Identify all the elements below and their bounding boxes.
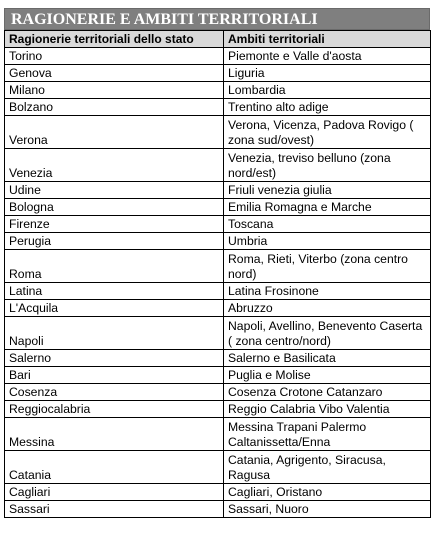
city-cell: Salerno [5, 350, 224, 367]
area-cell: Roma, Rieti, Viterbo (zona centro nord) [224, 250, 431, 283]
city-cell: L'Acquila [5, 300, 224, 317]
area-cell: Puglia e Molise [224, 367, 431, 384]
city-cell: Milano [5, 82, 224, 99]
table-row [5, 384, 431, 401]
area-cell: Verona, Vicenza, Padova Rovigo ( zona sud/ovest) [224, 116, 431, 149]
area-cell: Venezia, treviso belluno (zona nord/est) [224, 149, 431, 182]
area-cell: Salerno e Basilicata [224, 350, 431, 367]
table-row [5, 451, 431, 484]
table-row [5, 149, 431, 182]
area-cell: Toscana [224, 216, 431, 233]
area-cell: Cagliari, Oristano [224, 484, 431, 501]
city-cell: Verona [5, 116, 224, 149]
city-cell: Firenze [5, 216, 224, 233]
table-row [5, 367, 431, 384]
city-cell: Napoli [5, 317, 224, 350]
table-row [5, 350, 431, 367]
table-row [5, 484, 431, 501]
table-row [5, 199, 431, 216]
table-row [5, 99, 431, 116]
area-cell: Napoli, Avellino, Benevento Caserta ( zona centro/nord) [224, 317, 431, 350]
city-cell: Catania [5, 451, 224, 484]
area-cell: Cosenza Crotone Catanzaro [224, 384, 431, 401]
table-row [5, 250, 431, 283]
city-cell: Cosenza [5, 384, 224, 401]
area-cell: Catania, Agrigento, Siracusa, Ragusa [224, 451, 431, 484]
city-cell: Venezia [5, 149, 224, 182]
table-row [5, 48, 431, 65]
city-cell: Messina [5, 418, 224, 451]
area-cell: Emilia Romagna e Marche [224, 199, 431, 216]
city-cell: Perugia [5, 233, 224, 250]
city-cell: Reggiocalabria [5, 401, 224, 418]
ragionerie-table [4, 30, 431, 518]
header-ragionerie: Ragionerie territoriali dello stato [5, 31, 224, 48]
city-cell: Cagliari [5, 484, 224, 501]
city-cell: Latina [5, 283, 224, 300]
document-sheet [4, 8, 430, 518]
city-cell: Torino [5, 48, 224, 65]
table-row [5, 401, 431, 418]
area-cell: Abruzzo [224, 300, 431, 317]
document-title: RAGIONERIE E AMBITI TERRITORIALI [4, 8, 430, 30]
area-cell: Lombardia [224, 82, 431, 99]
city-cell: Sassari [5, 501, 224, 518]
table-row [5, 418, 431, 451]
table-row [5, 283, 431, 300]
table-row [5, 300, 431, 317]
city-cell: Bolzano [5, 99, 224, 116]
table-row [5, 65, 431, 82]
area-cell: Sassari, Nuoro [224, 501, 431, 518]
area-cell: Umbria [224, 233, 431, 250]
city-cell: Bologna [5, 199, 224, 216]
table-header-row [5, 31, 431, 48]
table-row [5, 182, 431, 199]
table-row [5, 317, 431, 350]
area-cell: Friuli venezia giulia [224, 182, 431, 199]
city-cell: Udine [5, 182, 224, 199]
table-row [5, 82, 431, 99]
table-row [5, 216, 431, 233]
area-cell: Trentino alto adige [224, 99, 431, 116]
city-cell: Roma [5, 250, 224, 283]
city-cell: Bari [5, 367, 224, 384]
header-ambiti: Ambiti territoriali [224, 31, 431, 48]
table-row [5, 233, 431, 250]
city-cell: Genova [5, 65, 224, 82]
table-row [5, 501, 431, 518]
area-cell: Piemonte e Valle d'aosta [224, 48, 431, 65]
area-cell: Liguria [224, 65, 431, 82]
area-cell: Messina Trapani Palermo Caltanissetta/Enna [224, 418, 431, 451]
area-cell: Reggio Calabria Vibo Valentia [224, 401, 431, 418]
area-cell: Latina Frosinone [224, 283, 431, 300]
table-row [5, 116, 431, 149]
